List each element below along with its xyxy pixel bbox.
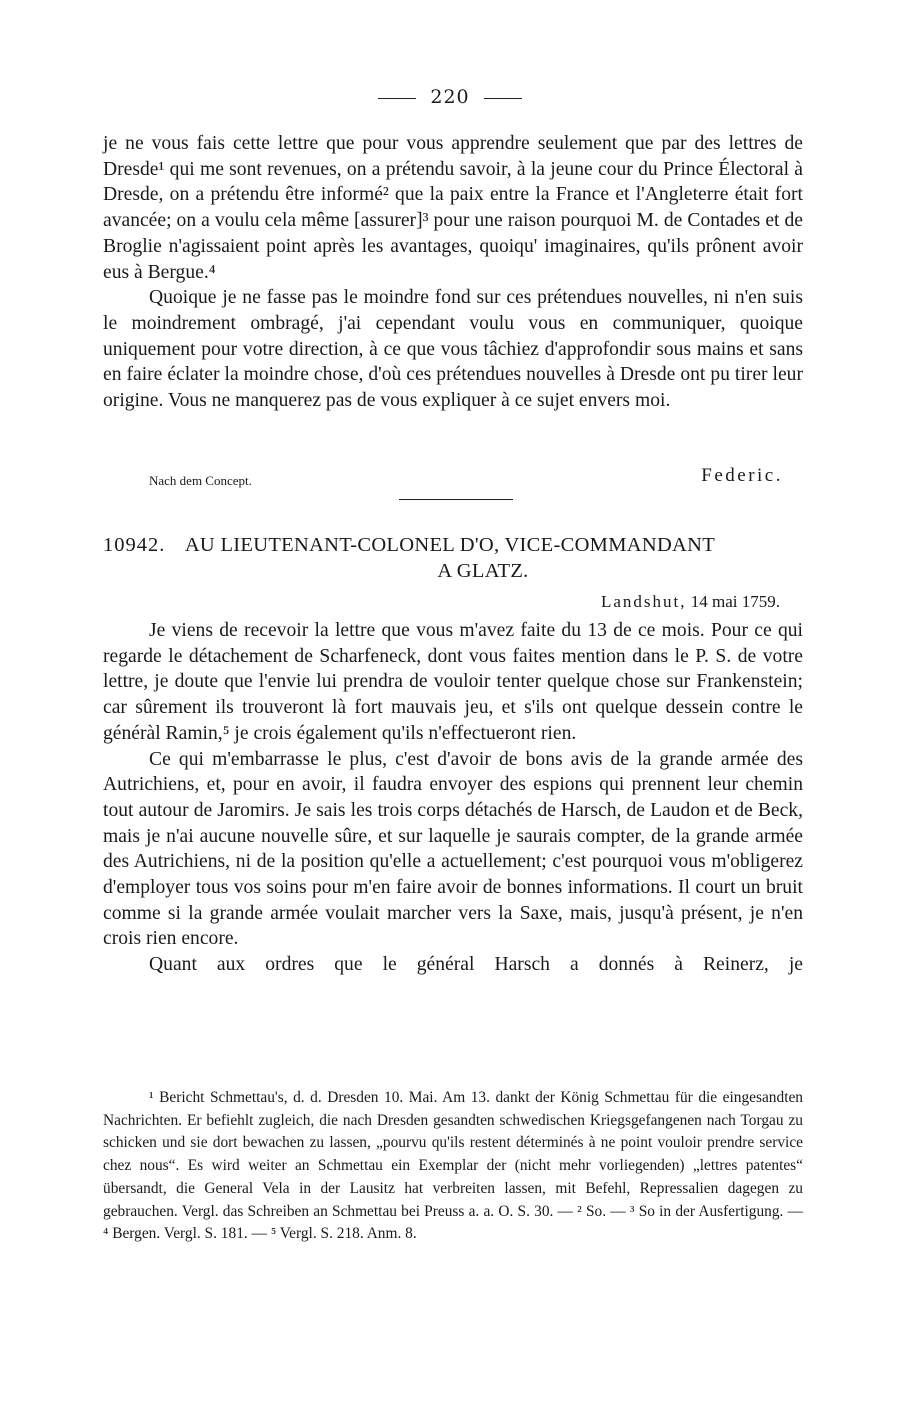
footnotes (103, 1087, 803, 1246)
signature: Federic. (701, 465, 783, 486)
letter-recipient: AU LIEUTENANT-COLONEL D'O, VICE-COMMANDANT (184, 534, 716, 556)
letter-heading (103, 532, 803, 584)
page-number-line (0, 86, 900, 108)
closing-row (103, 465, 783, 489)
paragraph: je ne vous fais cette lettre que pour vous apprendre seulement que par des lettres de Dresde¹ qui me sont revenues, on a prétendu savoir, à la jeune cour du Prince Électoral à Dresde, on a prétendu être informé² que la paix entre la France et l'Angleterre était fort avancée; on a voulu cela même [assurer]³ pour une raison pourquoi M. de Contades et de Broglie n'agissaient point après les avantages, quoiqu' imaginaires, qu'ils prônent avoir eus à Bergue.⁴ (103, 133, 803, 283)
paragraph: Je viens de recevoir la lettre que vous m'avez faite du 13 de ce mois. Pour ce qui regarde le détachement de Scharfeneck, dont vous faites mention dans le P. S. de votre lettre, je doute que l'envie lui prendra de vouloir tenter quelque chose sur Frankenstein; car sûrement ils trouveront là fort mauvais jeu, et s'ils ont quelque dessein contre le généràl Ramin,⁵ je crois également qu'ils n'effectueront rien. (103, 620, 803, 744)
letter-recipient-line2: A GLATZ. (437, 560, 529, 582)
letter-number: 10942. (103, 534, 166, 556)
dateline (601, 592, 780, 612)
place: Landshut, (600, 592, 687, 611)
paragraph: Quant aux ordres que le général Harsch a donnés à Reinerz, je (149, 954, 803, 976)
paragraph: Quoique je ne fasse pas le moindre fond sur ces prétendues nouvelles, ni n'en suis le moindrement ombragé, j'ai cependant voulu vous en communiquer, quoique uniquement pour votre direction, à ce que vous tâchiez d'approfondir sous mains et sans en faire éclater la moindre chose, d'où ces prétendues nouvelles à Dresde ont pu tirer leur origine. Vous ne manquerez pas de vous expliquer à ce sujet envers moi. (103, 287, 803, 412)
section-divider (399, 499, 513, 500)
page-number-dash-right (484, 98, 522, 99)
page-number-dash-left (378, 98, 416, 99)
footnote: ¹ Bericht Schmettau's, d. d. Dresden 10. Mai. Am 13. dankt der König Schmettau für die eingesandten Nachrichten. Er befiehlt zugleich, die nach Dresden gesandten schwedischen Kriegsgefangenen nach Torgau zu schicken und sie dort bewachen zu lassen, „pourvu qu'ils restent déterminés à ne point vouloir prendre service chez nous“. Es wird weiter an Schmettau ein Exemplar der (nicht mehr vorliegenden) „lettres patentes“ übersandt, die General Vela in der Lausitz hat verbreiten lassen, mit Befehl, Repressalien dagegen zu gebrauchen. Vergl. das Schreiben an Schmettau bei Preuss a. a. O. S. 30. — ² So. — ³ So in der Ausfertigung. — ⁴ Bergen. Vergl. S. 181. — ⁵ Vergl. S. 218. Anm. 8. (103, 1089, 803, 1243)
letter-body (103, 618, 803, 978)
date: 14 mai 1759. (690, 592, 780, 611)
page-number: 220 (430, 86, 470, 108)
paragraph: Ce qui m'embarrasse le plus, c'est d'avoir de bons avis de la grande armée des Autrichiens, et, pour en avoir, il faudra envoyer des espions qui prennent leur chemin tout autour de Jaromirs. Je sais les trois corps détachés de Harsch, de Laudon et de Beck, mais je n'ai aucune nouvelle sûre, et sur laquelle je saurais compter, de la grande armée des Autrichiens, ni de la position qu'elle a actuellement; c'est pourquoi vous m'obligerez d'employer tous vos soins pour m'en faire avoir de bonnes informations. Il court un bruit comme si la grande armée voulait marcher vers la Saxe, mais, jusqu'à présent, je n'en crois rien encore. (103, 748, 803, 950)
previous-letter-text (103, 131, 803, 414)
source-note: Nach dem Concept. (149, 473, 252, 488)
